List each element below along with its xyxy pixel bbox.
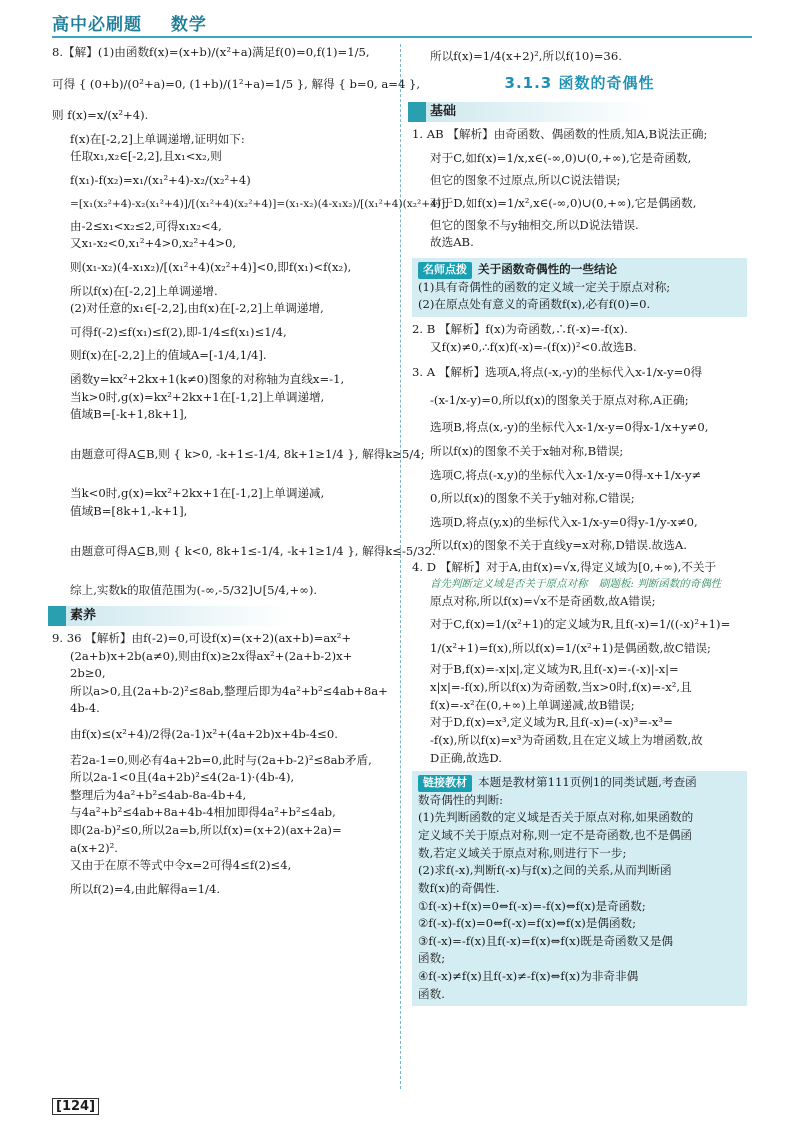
- q8-line: 则f(x)在[-2,2]上的值域A=[-1/4,1/4].: [70, 348, 267, 363]
- textbook-link-line: 数,若定义域关于原点对称,则进行下一步;: [418, 845, 627, 860]
- q3-line: 选项B,将点(x,-y)的坐标代入x-1/x-y=0得x-1/x+y≠0,: [430, 420, 709, 435]
- q4-line: 对于B,f(x)=-x|x|,定义域为R,且f(-x)=-(-x)|-x|=: [430, 662, 679, 677]
- textbook-link-line: 定义域不关于原点对称,则一定不是奇函数,也不是偶函: [418, 828, 693, 843]
- q2-line: 2. B 【解析】f(x)为奇函数,∴f(-x)=-f(x).: [412, 322, 628, 336]
- q8-line: 值域B=[8k+1,-k+1],: [70, 504, 188, 519]
- textbook-link-line: ①f(-x)+f(x)=0⇔f(-x)=-f(x)⇔f(x)是奇函数;: [418, 898, 646, 913]
- q9-line: 又由于在原不等式中令x=2可得4≤f(2)≤4,: [70, 858, 292, 873]
- q4-line: 对于D,f(x)=x³,定义域为R,且f(-x)=(-x)³=-x³=: [430, 715, 673, 730]
- q4-line: 对于C,f(x)=1/(x²+1)的定义域为R,且f(-x)=1/((-x)²+1)=: [430, 617, 731, 632]
- q8-line: 则 f(x)=x/(x²+4).: [52, 108, 149, 123]
- q1-line: 故选AB.: [430, 235, 474, 250]
- q8-line: (2)对任意的x₁∈[-2,2],由f(x)在[-2,2]上单调递增,: [70, 301, 324, 316]
- q9-line: 9. 36 【解析】由f(-2)=0,可设f(x)=(x+2)(ax+b)=ax²+: [52, 630, 352, 645]
- teacher-tip-line: (2)在原点处有意义的奇函数f(x),必有f(0)=0.: [418, 297, 651, 312]
- page-number: [124]: [52, 1098, 99, 1115]
- q9-line: 所以a>0,且(2a+b-2)²≤8ab,整理后即为4a²+b²≤4ab+8a+: [70, 683, 388, 698]
- q9-line: 若2a-1=0,则必有4a+2b=0,此时与(2a+b-2)²≤8ab矛盾,: [70, 752, 372, 767]
- q1-line: 但它的图象不过原点,所以C说法错误;: [430, 172, 621, 187]
- q8-line: 由题意可得A⊆B,则 { k>0, -k+1≤-1/4, 8k+1≥1/4 }, 解得k≥5/4;: [70, 446, 425, 461]
- q8-line: =[x₁(x₂²+4)-x₂(x₁²+4)]/[(x₁²+4)(x₂²+4)]=(x₁-x₂)(4-x₁x₂)/[(x₁²+4)(x₂²+4)],: [70, 197, 449, 210]
- teacher-tip-tag: 名师点拨: [418, 262, 472, 279]
- q3-line: -(x-1/x-y)=0,所以f(x)的图象关于原点对称,A正确;: [430, 392, 689, 407]
- handwritten-note-text: 首先判断定义域是否关于原点对称: [430, 577, 588, 590]
- textbook-link-line: ④f(-x)≠f(x)且f(-x)≠-f(x)⇔f(x)为非奇非偶: [418, 968, 639, 983]
- q8-line: f(x)在[-2,2]上单调递增,证明如下:: [70, 131, 245, 146]
- q4-line: D正确,故选D.: [430, 750, 502, 765]
- q3-line: 选项D,将点(y,x)的坐标代入x-1/x-y=0得y-1/y-x≠0,: [430, 514, 698, 529]
- right-column: [412, 44, 747, 1010]
- teacher-tip-line: (1)具有奇偶性的函数的定义域一定关于原点对称;: [418, 279, 671, 294]
- q9-line: a(x+2)².: [70, 840, 118, 855]
- q3-line: 选项C,将点(-x,y)的坐标代入x-1/x-y=0得-x+1/x-y≠: [430, 467, 702, 482]
- textbook-link-box: [412, 771, 747, 1006]
- section-label-literacy: 素养: [48, 606, 388, 626]
- q8-line: 由-2≤x₁<x₂≤2,可得x₁x₂<4,: [70, 218, 222, 233]
- textbook-link-line: 函数.: [418, 986, 445, 1001]
- q8-line: 值域B=[-k+1,8k+1],: [70, 407, 188, 422]
- textbook-link-line: 数f(x)的奇偶性.: [418, 880, 500, 895]
- q8-line: f(x₁)-f(x₂)=x₁/(x₁²+4)-x₂/(x₂²+4): [70, 173, 251, 188]
- teacher-tip-box: [412, 258, 747, 317]
- subject-title: 数学: [170, 15, 207, 35]
- q4-line: 原点对称,所以f(x)=√x不是奇函数,故A错误;: [430, 593, 656, 608]
- textbook-link-line: (2)求f(-x),判断f(-x)与f(x)之间的关系,从而判断函: [418, 863, 672, 878]
- textbook-link-line: 数奇偶性的判断:: [418, 792, 504, 807]
- q8-line: 由题意可得A⊆B,则 { k<0, 8k+1≤-1/4, -k+1≥1/4 }, 解得k≤-5/32.: [70, 543, 436, 558]
- q4-line: x|x|=-f(x),所以f(x)为奇函数,当x>0时,f(x)=-x²,且: [430, 680, 692, 695]
- textbook-link-line: (1)先判断函数的定义域是否关于原点对称,如果函数的: [418, 810, 694, 825]
- q3-line: 3. A 【解析】选项A,将点(-x,-y)的坐标代入x-1/x-y=0得: [412, 365, 703, 380]
- q9-line: 4b-4.: [70, 701, 100, 716]
- q8-line: 任取x₁,x₂∈[-2,2],且x₁<x₂,则: [70, 149, 222, 164]
- q3-line: 0,所以f(x)的图象不关于y轴对称,C错误;: [430, 491, 635, 506]
- book-title: 高中必刷题: [52, 15, 142, 35]
- q1-line: 对于D,如f(x)=1/x²,x∈(-∞,0)∪(0,+∞),它是偶函数,: [430, 196, 697, 211]
- q4-line: -f(x),所以f(x)=x³为奇函数,且在定义域上为增函数,故: [430, 732, 703, 747]
- q4-line: 1/(x²+1)=f(x),所以f(x)=1/(x²+1)是偶函数,故C错误;: [430, 640, 711, 655]
- section-label-basic: 基础: [408, 102, 747, 122]
- q9-line: 所以f(2)=4,由此解得a=1/4.: [70, 881, 221, 896]
- q3-line: 所以f(x)的图象不关于直线y=x对称,D错误.故选A.: [430, 538, 687, 553]
- q9-line: 由f(x)≤(x²+4)/2得(2a-1)x²+(4a+2b)x+4b-4≤0.: [70, 726, 338, 741]
- q4-line: f(x)=-x²在(0,+∞)上单调递减,故B错误;: [430, 697, 635, 712]
- page-header: [52, 10, 229, 35]
- q9-line: (2a+b)x+2b(a≠0),则由f(x)≥2x得ax²+(2a+b-2)x+: [70, 648, 353, 663]
- section-title: 3.1.3 函数的奇偶性: [504, 73, 655, 92]
- q8-line: 所以f(x)在[-2,2]上单调递增.: [70, 283, 218, 298]
- q1-line: 对于C,如f(x)=1/x,x∈(-∞,0)∪(0,+∞),它是奇函数,: [430, 151, 692, 166]
- q9-line: 与4a²+b²≤4ab+8a+4b-4相加即得4a²+b²≤4ab,: [70, 805, 336, 820]
- q1-line: 但它的图象不与y轴相交,所以D说法错误.: [430, 217, 639, 232]
- q2-line: 又f(x)≠0,∴f(x)f(-x)=-(f(x))²<0.故选B.: [430, 339, 637, 354]
- q8-line: 当k<0时,g(x)=kx²+2kx+1在[-1,2]上单调递减,: [70, 486, 325, 501]
- q4-line: 4. D 【解析】对于A,由f(x)=√x,得定义域为[0,+∞),不关于: [412, 560, 717, 575]
- q3-line: 所以f(x)的图象不关于x轴对称,B错误;: [430, 444, 624, 459]
- textbook-link-line: 函数;: [418, 951, 446, 966]
- teacher-tip-title: 关于函数奇偶性的一些结论: [478, 262, 618, 277]
- q8-line: 8.【解】(1)由函数f(x)=(x+b)/(x²+a)满足f(0)=0,f(1)=1/5,: [52, 45, 370, 59]
- q8-line: 又x₁-x₂<0,x₁²+4>0,x₂²+4>0,: [70, 236, 237, 251]
- textbook-link-tag: 链接教材: [418, 775, 472, 792]
- q9-line: 2b≥0,: [70, 666, 106, 681]
- q9-conclusion: 所以f(x)=1/4(x+2)²,所以f(10)=36.: [430, 49, 622, 63]
- handwritten-note: [412, 577, 747, 593]
- textbook-link-line: ②f(-x)-f(x)=0⇔f(-x)=f(x)⇔f(x)是偶函数;: [418, 916, 637, 931]
- q9-line: 整理后为4a²+b²≤4ab-8a-4b+4,: [70, 787, 247, 802]
- q8-line: 函数y=kx²+2kx+1(k≠0)图象的对称轴为直线x=-1,: [70, 372, 345, 387]
- q8-line: 可得 { (0+b)/(0²+a)=0, (1+b)/(1²+a)=1/5 }, 解得 { b=0, a=4 },: [52, 76, 421, 91]
- q1-line: 1. AB 【解析】由奇函数、偶函数的性质,知A,B说法正确;: [412, 127, 708, 142]
- handwritten-note-label: 刷题板: 判断函数的奇偶性: [598, 577, 722, 590]
- header-rule: [52, 36, 752, 38]
- textbook-link-line: 本题是教材第111页例1的同类试题,考查函: [478, 775, 697, 790]
- q8-line: 当k>0时,g(x)=kx²+2kx+1在[-1,2]上单调递增,: [70, 389, 325, 404]
- q8-line: 综上,实数k的取值范围为(-∞,-5/32]∪[5/4,+∞).: [70, 583, 318, 598]
- q8-line: 则(x₁-x₂)(4-x₁x₂)/[(x₁²+4)(x₂²+4)]<0,即f(x₁)<f(x₂),: [70, 259, 352, 274]
- q8-line: 可得f(-2)≤f(x₁)≤f(2),即-1/4≤f(x₁)≤1/4,: [70, 324, 287, 339]
- textbook-link-line: ③f(-x)=-f(x)且f(-x)=f(x)⇔f(x)既是奇函数又是偶: [418, 933, 674, 948]
- q9-line: 即(2a-b)²≤0,所以2a=b,所以f(x)=(x+2)(ax+2a)=: [70, 822, 342, 837]
- q9-line: 所以2a-1<0且(4a+2b)²≤4(2a-1)·(4b-4),: [70, 770, 295, 785]
